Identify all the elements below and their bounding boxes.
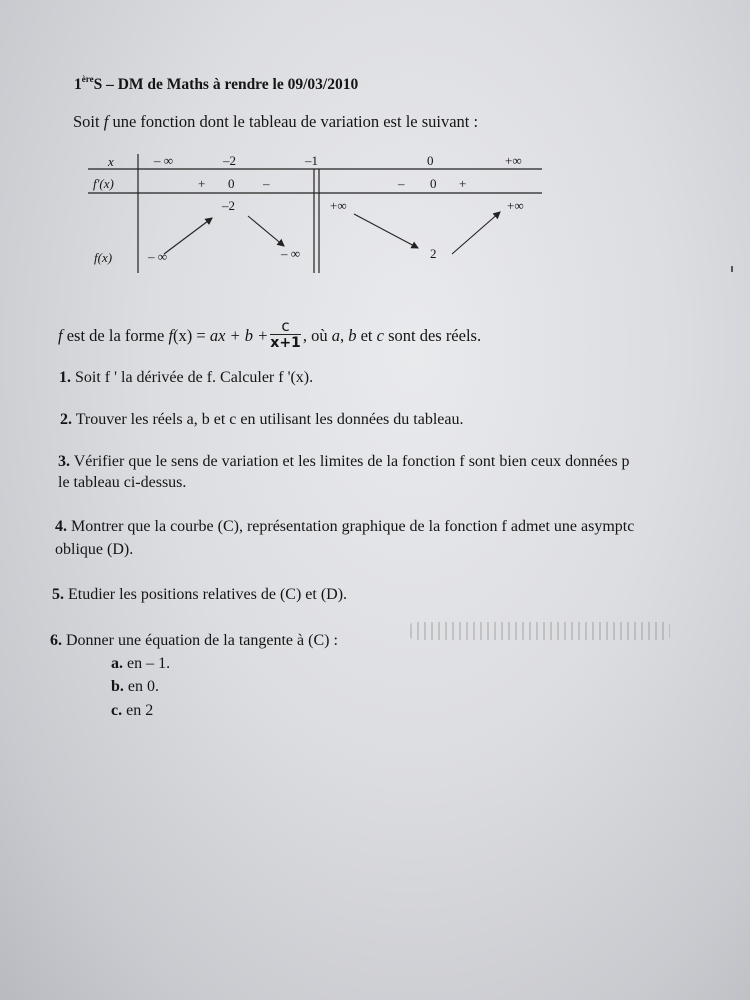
question-6: 6. Donner une équation de la tangente à (C) : bbox=[50, 632, 338, 649]
increasing-arrow bbox=[164, 218, 212, 254]
x-value: –2 bbox=[223, 153, 236, 168]
x-value: 0 bbox=[427, 153, 434, 168]
question-1: 1. Soit f ' la dérivée de f. Calculer f '(x). bbox=[59, 369, 314, 386]
f-value: +∞ bbox=[507, 198, 524, 213]
page-title: 1èreS – DM de Maths à rendre le 09/03/2010 bbox=[74, 74, 359, 93]
derivative-sign: – bbox=[398, 176, 405, 191]
subitem-a: a. en – 1. bbox=[111, 655, 171, 672]
derivative-sign: 0 bbox=[430, 176, 437, 191]
question-3-continued: le tableau ci-dessus. bbox=[58, 474, 187, 491]
question-4: 4. Montrer que la courbe (C), représentation graphique de la fonction f admet une asymptc bbox=[55, 518, 635, 535]
row-label-x: x bbox=[108, 154, 114, 169]
derivative-sign: + bbox=[459, 176, 467, 191]
f-value: – ∞ bbox=[148, 249, 168, 264]
subitem-c: c. en 2 bbox=[111, 702, 154, 719]
question-2: 2. Trouver les réels a, b et c en utilisant les données du tableau. bbox=[60, 411, 464, 428]
question-4-continued: oblique (D). bbox=[55, 541, 134, 558]
intro-sentence: Soit f une fonction dont le tableau de variation est le suivant : bbox=[73, 112, 479, 131]
f-value: – ∞ bbox=[281, 246, 301, 261]
row-label-f: f(x) bbox=[94, 250, 113, 265]
bleed-through-smudge bbox=[410, 622, 670, 640]
f-value: 2 bbox=[430, 246, 437, 261]
subitem-b: b. en 0. bbox=[111, 678, 160, 695]
ink-mark bbox=[731, 266, 733, 272]
f-value: –2 bbox=[222, 198, 235, 213]
function-form: f est de la forme f(x) = ax + b + $\frac{c}{x+1}$ , où a, b et c sont des réels. bbox=[58, 317, 482, 351]
increasing-arrow bbox=[452, 212, 500, 254]
question-5: 5. Etudier les positions relatives de (C) et (D). bbox=[52, 586, 348, 603]
fraction: $\frac{c}{x+1}$ bbox=[270, 317, 301, 351]
question-3: 3. Vérifier que le sens de variation et les limites de la fonction f sont bien ceux données p bbox=[58, 453, 630, 470]
decreasing-arrow bbox=[354, 214, 418, 248]
x-value: – ∞ bbox=[154, 153, 174, 168]
derivative-sign: + bbox=[198, 176, 206, 191]
variation-table bbox=[88, 148, 548, 278]
x-value: +∞ bbox=[505, 153, 522, 168]
decreasing-arrow bbox=[248, 216, 284, 246]
f-value: +∞ bbox=[330, 198, 347, 213]
row-label-fprime: f'(x) bbox=[93, 176, 114, 191]
derivative-sign: 0 bbox=[228, 176, 235, 191]
derivative-sign: – bbox=[263, 176, 270, 191]
x-value: –1 bbox=[305, 153, 318, 168]
